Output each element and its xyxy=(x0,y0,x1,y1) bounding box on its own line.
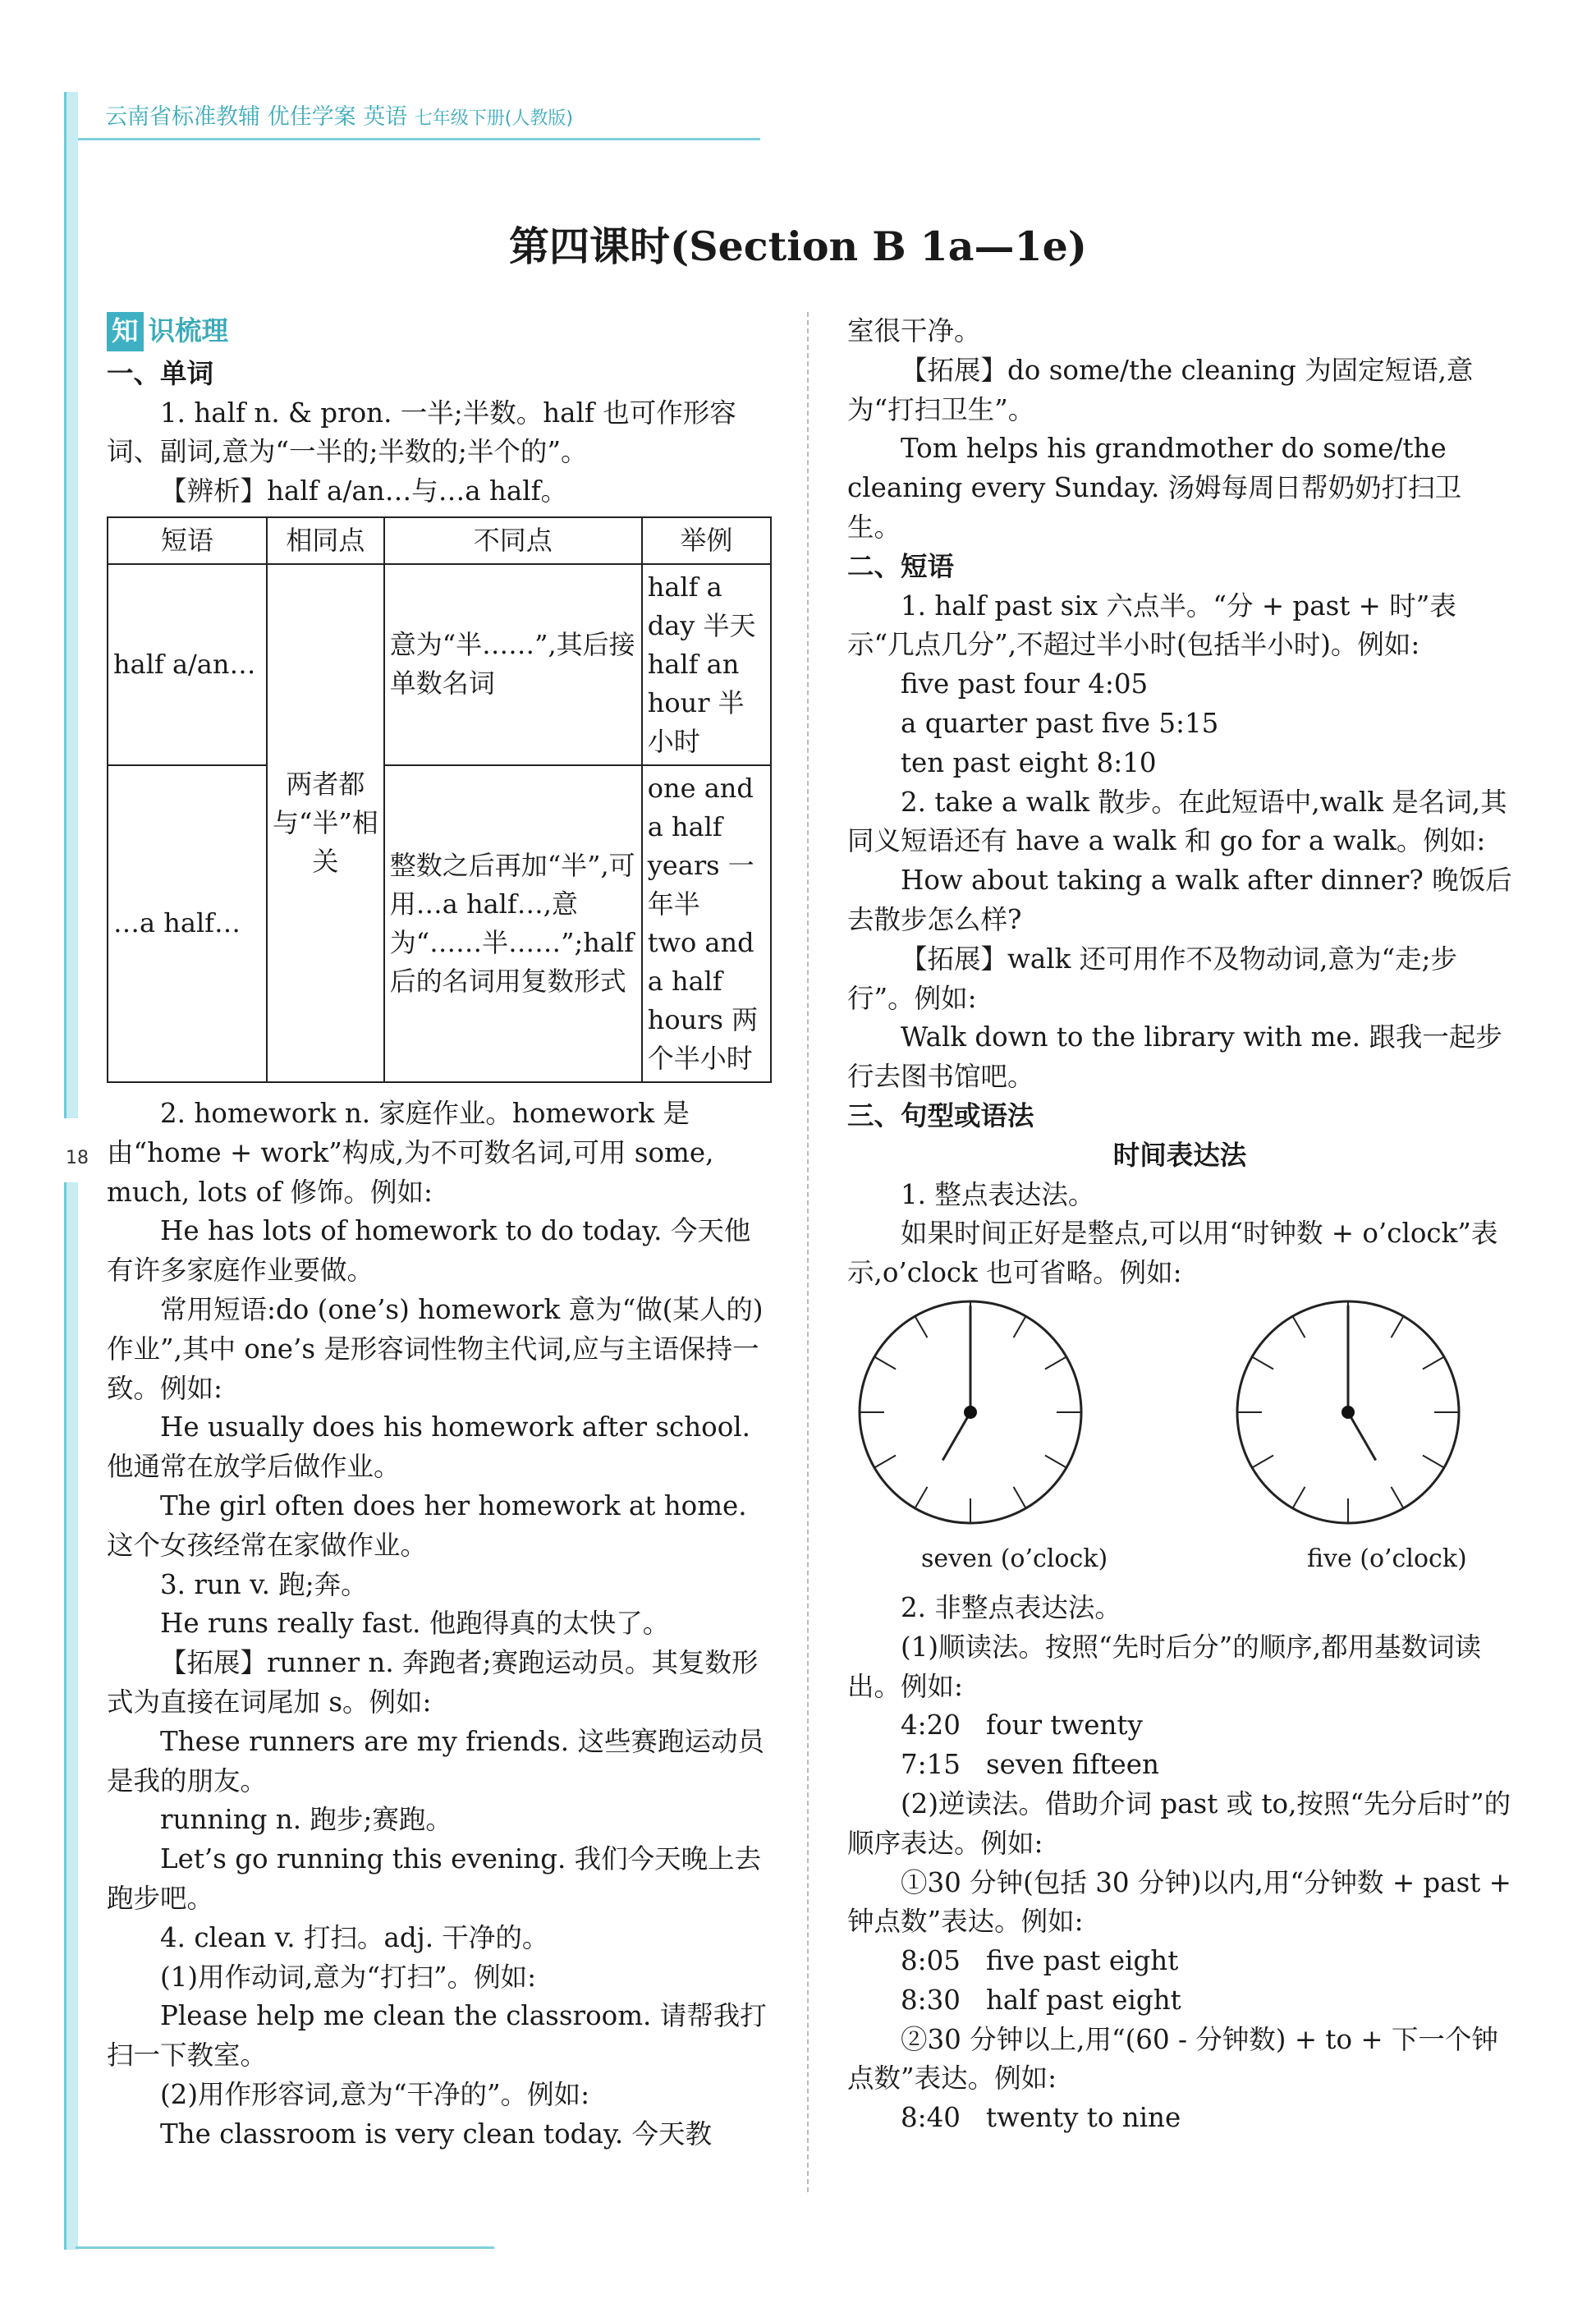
example-sentence: He has lots of homework to do today. 今天他有许多家庭作业要做。 xyxy=(107,1215,751,1287)
section-badge: 知 xyxy=(107,312,144,351)
analysis-half: 【辨析】half a/an…与…a half。 xyxy=(160,475,568,507)
usage-adjective: (2)用作形容词,意为“干净的”。例如: xyxy=(160,2078,590,2110)
grammar-subtitle: 时间表达法 xyxy=(1112,1139,1247,1171)
clock-tick xyxy=(1293,1316,1305,1338)
extension-runner: 【拓展】runner n. 奔跑者;赛跑运动员。其复数形式为直接在词尾加 s。例如: xyxy=(107,1647,759,1718)
time-example: 8:40 twenty to nine xyxy=(901,2102,1181,2134)
clock-tick xyxy=(874,1455,896,1467)
table-row xyxy=(108,564,771,765)
clock-seven xyxy=(860,1301,1081,1523)
footer-rule xyxy=(76,2246,494,2249)
example-1: one and a half years 一年半 xyxy=(647,772,754,920)
rule-reverse: (2)逆读法。借助介词 past 或 to,按照“先分后时”的顺序表达。例如: xyxy=(847,1787,1511,1859)
rule-non-oclock: 2. 非整点表达法。 xyxy=(901,1591,1121,1623)
margin-bar-bottom xyxy=(64,1182,78,2250)
clock-tick xyxy=(1045,1356,1066,1369)
hour-hand xyxy=(1348,1412,1376,1460)
clock-tick xyxy=(1014,1316,1026,1338)
col-example: 举例 xyxy=(642,517,771,564)
rule-oclock-desc: 如果时间正好是整点,可以用“时钟数 + o’clock”表示,o’clock 也可省略。例如: xyxy=(847,1218,1498,1289)
extension-walk: 【拓展】walk 还可用作不及物动词,意为“走;步行”。例如: xyxy=(847,943,1458,1014)
rule-oclock: 1. 整点表达法。 xyxy=(901,1178,1095,1210)
column-divider xyxy=(807,312,809,2192)
entry-homework: 2. homework n. 家庭作业。homework 是由“home + work”构成,为不可数名词,可用 some, much, lots of 修饰。例如: xyxy=(107,1097,714,1208)
clock-svg xyxy=(847,1293,1512,1540)
example-sentence: Please help me clean the classroom. 请帮我打扫一下教室。 xyxy=(107,2000,767,2072)
example-sentence: Let’s go running this evening. 我们今天晚上去跑步吧。 xyxy=(107,1843,762,1914)
example-2: half an hour 半小时 xyxy=(647,648,745,757)
left-column xyxy=(107,312,772,2154)
time-example: ten past eight 8:10 xyxy=(901,746,1157,778)
cell-example xyxy=(642,564,771,765)
example-sentence: Walk down to the library with me. 跟我一起步行去图书馆吧。 xyxy=(847,1021,1502,1093)
example-sentence: How about taking a walk after dinner? 晚饭后去散步怎么样? xyxy=(847,865,1512,935)
clock-tick xyxy=(874,1356,896,1369)
time-example: 8:30 half past eight xyxy=(901,1984,1181,2016)
time-example: a quarter past five 5:15 xyxy=(901,707,1219,739)
phrase-note: 常用短语:do (one’s) homework 意为“做(某人的)作业”,其中 one’s 是形容词性物主代词,应与主语保持一致。例如: xyxy=(107,1293,764,1404)
example-sentence: He usually does his homework after school. 他通常在放学后做作业。 xyxy=(107,1411,750,1483)
header-series: 云南省标准教辅 xyxy=(105,104,260,130)
example-sentence: The girl often does her homework at home. 这个女孩经常在家做作业。 xyxy=(107,1489,747,1561)
table-row xyxy=(108,765,771,1082)
clock-tick xyxy=(1392,1316,1404,1338)
table-header-row xyxy=(108,517,771,564)
entry-half: 1. half n. & pron. 一半;半数。half 也可作形容词、副词,意为“一半的;半数的;半个的”。 xyxy=(107,397,736,468)
extension-cleaning: 【拓展】do some/the cleaning 为固定短语,意为“打扫卫生”。 xyxy=(847,354,1474,425)
header-rule xyxy=(76,138,760,140)
example-sentence: He runs really fast. 他跑得真的太快了。 xyxy=(160,1608,670,1640)
clock-tick xyxy=(915,1316,928,1338)
cell-same: 两者都与“半”相关 xyxy=(267,564,384,1082)
clock-tick xyxy=(1293,1487,1305,1508)
example-sentence: The classroom is very clean today. 今天教 xyxy=(160,2118,713,2150)
clock-label: five (o’clock) xyxy=(1307,1544,1467,1573)
cell-phrase: …a half… xyxy=(108,765,267,1082)
rule-to: ②30 分钟以上,用“(60 - 分钟数) + to + 下一个钟点数”表达。例如: xyxy=(847,2023,1498,2095)
entry-run: 3. run v. 跑;奔。 xyxy=(160,1568,368,1600)
cell-phrase: half a/an… xyxy=(108,564,267,765)
clock-tick xyxy=(1252,1356,1273,1369)
continued-text: 室很干净。 xyxy=(847,315,981,346)
header-grade: 七年级下册(人教版) xyxy=(414,108,573,129)
rule-forward: (1)顺读法。按照“先时后分”的顺序,都用基数词读出。例如: xyxy=(847,1631,1482,1702)
clock-tick xyxy=(1392,1487,1404,1508)
time-example: 7:15 seven fifteen xyxy=(901,1749,1159,1781)
clock-tick xyxy=(1014,1487,1026,1508)
page-number: 18 xyxy=(66,1148,89,1168)
heading-phrases: 二、短语 xyxy=(847,550,955,582)
running-header xyxy=(105,99,573,131)
cell-diff: 意为“半……”,其后接单数名词 xyxy=(384,564,642,765)
clock-center xyxy=(1341,1406,1355,1419)
hour-hand xyxy=(942,1412,970,1460)
comparison-table xyxy=(107,516,772,1083)
section-title: 识梳理 xyxy=(148,315,229,346)
example-1: half a day 半天 xyxy=(647,571,756,641)
heading-grammar: 三、句型或语法 xyxy=(847,1099,1034,1131)
header-book: 优佳学案 xyxy=(267,104,356,130)
rule-past: ①30 分钟(包括 30 分钟)以内,用“分钟数 + past + 钟点数”表达。例如: xyxy=(847,1866,1511,1938)
clock-tick xyxy=(1423,1455,1444,1467)
header-subject: 英语 xyxy=(363,104,408,130)
time-example: 4:20 four twenty xyxy=(901,1709,1143,1741)
clock-tick xyxy=(1045,1455,1066,1467)
cell-diff: 整数之后再加“半”,可用…a half…,意为“……半……”;half 后的名词用复数形式 xyxy=(384,765,642,1082)
clock-center xyxy=(964,1406,977,1419)
clock-figures xyxy=(847,1293,1512,1589)
clock-five xyxy=(1237,1301,1459,1523)
clock-label: seven (o’clock) xyxy=(921,1544,1108,1573)
entry-take-a-walk: 2. take a walk 散步。在此短语中,walk 是名词,其同义短语还有 have a walk 和 go for a walk。例如: xyxy=(847,786,1507,857)
col-same: 相同点 xyxy=(267,517,384,564)
usage-verb: (1)用作动词,意为“打扫”。例如: xyxy=(160,1961,537,1993)
clock-tick xyxy=(1423,1356,1444,1369)
clock-tick xyxy=(915,1487,928,1508)
col-phrase: 短语 xyxy=(108,517,267,564)
col-diff: 不同点 xyxy=(384,517,642,564)
example-sentence: These runners are my friends. 这些赛跑运动员是我的朋友。 xyxy=(107,1725,764,1797)
entry-half-past: 1. half past six 六点半。“分 + past + 时”表示“几点几分”,不超过半小时(包括半小时)。例如: xyxy=(847,590,1456,661)
right-column xyxy=(847,312,1512,2138)
time-example: 8:05 five past eight xyxy=(901,1945,1179,1977)
entry-clean: 4. clean v. 打扫。adj. 干净的。 xyxy=(160,1921,549,1953)
clock-tick xyxy=(1252,1455,1273,1467)
example-2: two and a half hours 两个半小时 xyxy=(647,926,759,1074)
time-example: five past four 4:05 xyxy=(901,668,1149,700)
cell-example xyxy=(642,765,771,1082)
entry-running: running n. 跑步;赛跑。 xyxy=(160,1804,452,1836)
heading-words: 一、单词 xyxy=(107,357,214,389)
example-sentence: Tom helps his grandmother do some/the cleaning every Sunday. 汤姆每周日帮奶奶打扫卫生。 xyxy=(847,433,1462,543)
page-title: 第四课时(Section B 1a—1e) xyxy=(509,223,1087,270)
